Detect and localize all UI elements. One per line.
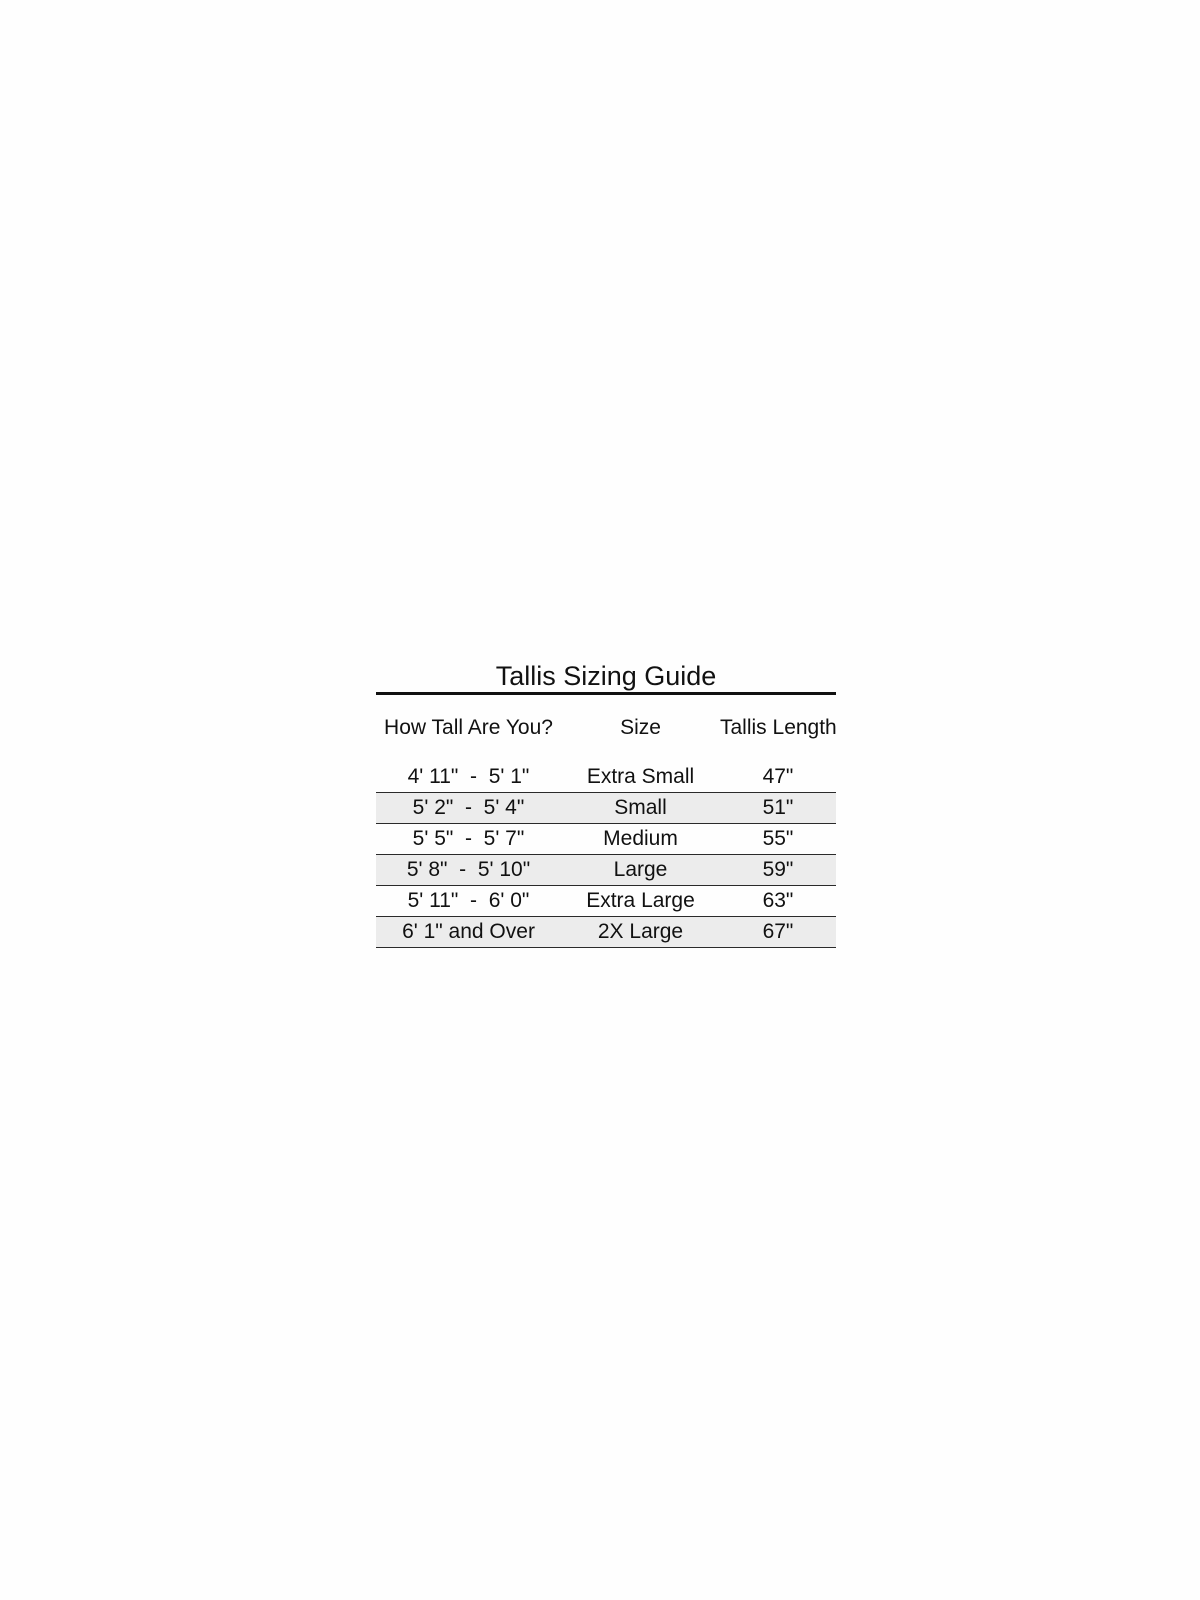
header-size: Size [620, 716, 661, 739]
row-size: Extra Large [586, 889, 695, 912]
table-row [376, 793, 836, 824]
row-height: 5' 11" - 6' 0" [407, 889, 530, 912]
row-height: 5' 8" - 5' 10" [406, 858, 531, 881]
row-length: 51" [762, 796, 794, 819]
row-size: Medium [603, 827, 678, 850]
table-row [376, 824, 836, 855]
row-size: Small [614, 796, 667, 819]
row-size: Large [613, 858, 668, 881]
row-height: 4' 11" - 5' 1" [407, 765, 530, 788]
row-length: 59" [762, 858, 794, 881]
row-height: 5' 2" - 5' 4" [412, 796, 525, 819]
title-divider [376, 692, 836, 695]
row-size: Extra Small [586, 765, 695, 788]
row-height: 5' 5" - 5' 7" [412, 827, 525, 850]
row-height: 6' 1" and Over [402, 920, 535, 943]
table-header-row [376, 713, 836, 743]
header-height: How Tall Are You? [384, 716, 553, 739]
row-length: 63" [762, 889, 794, 912]
row-length: 47" [762, 765, 794, 788]
size-table-body [376, 762, 836, 948]
guide-title: Tallis Sizing Guide [495, 661, 717, 691]
row-length: 55" [762, 827, 794, 850]
row-length: 67" [762, 920, 794, 943]
table-row [376, 855, 836, 886]
table-row [376, 762, 836, 793]
table-row [376, 886, 836, 917]
table-row [376, 917, 836, 948]
header-length: Tallis Length [720, 716, 837, 739]
row-size: 2X Large [597, 920, 684, 943]
